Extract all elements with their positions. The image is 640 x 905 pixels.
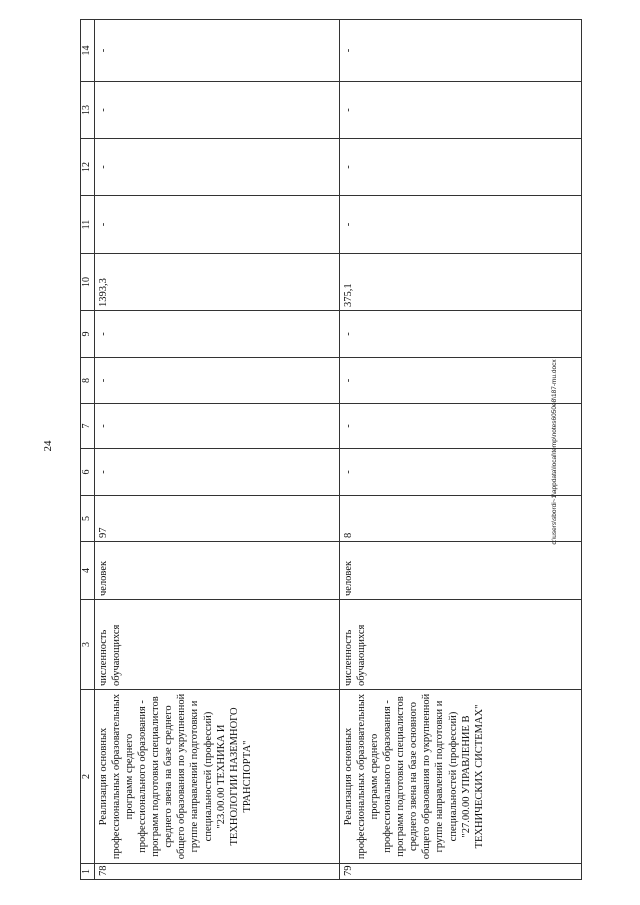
value-cell: - (94, 404, 339, 449)
value-cell: - (94, 196, 339, 254)
row-number: 78 (94, 864, 339, 880)
page-number: 24 (42, 440, 54, 452)
value-cell: 1393,3 (94, 254, 339, 311)
column-header: 9 (81, 311, 95, 358)
indicator-name: численность обучающихся (339, 600, 582, 690)
value-cell: 8 (339, 496, 582, 542)
unit: человек (339, 542, 582, 600)
column-header: 1 (81, 864, 95, 880)
value-cell: - (339, 449, 582, 496)
value-cell: - (94, 311, 339, 358)
service-description: Реализация основных профессиональных образовательных программ среднего профессионального образования - программ подготовки специалистов среднего звена на базе основного общего образования по укрупненной группе направлений подготовки и специальностей (профессий) "27.00.00 УПРАВЛЕНИЕ В ТЕХНИЧЕСКИХ СИСТЕМАХ" (339, 690, 582, 864)
column-header: 7 (81, 404, 95, 449)
value-cell: 375,1 (339, 254, 582, 311)
value-cell: - (94, 139, 339, 196)
value-cell: - (94, 358, 339, 404)
value-cell: - (94, 82, 339, 139)
column-header: 4 (81, 542, 95, 600)
column-header: 13 (81, 82, 95, 139)
table-row (339, 20, 582, 880)
indicator-name: численность обучающихся (94, 600, 339, 690)
data-table (80, 19, 582, 880)
value-cell: - (339, 82, 582, 139)
column-header: 6 (81, 449, 95, 496)
column-header: 3 (81, 600, 95, 690)
column-header: 5 (81, 496, 95, 542)
unit: человек (94, 542, 339, 600)
value-cell: - (94, 20, 339, 82)
value-cell: - (339, 196, 582, 254)
value-cell: - (339, 20, 582, 82)
rotated-table-container (80, 20, 582, 880)
column-header: 2 (81, 690, 95, 864)
row-number: 79 (339, 864, 582, 880)
column-header: 11 (81, 196, 95, 254)
value-cell: - (339, 139, 582, 196)
column-header: 10 (81, 254, 95, 311)
footer-file-path: c:\users\sbordi~1\appdata\local\temp\notes6050e8\187-mu.docx (551, 359, 558, 545)
table-row (94, 20, 339, 880)
value-cell: - (339, 358, 582, 404)
value-cell: 97 (94, 496, 339, 542)
column-header: 12 (81, 139, 95, 196)
column-header: 8 (81, 358, 95, 404)
value-cell: - (94, 449, 339, 496)
service-description: Реализация основных профессиональных образовательных программ среднего профессионального образования - программ подготовки специалистов среднего звена на базе среднего общего образования по укрупненной группе направлений подготовки и специальностей (профессий) "23.00.00 ТЕХНИКА И ТЕХНОЛОГИИ НАЗЕМНОГО ТРАНСПОРТА" (94, 690, 339, 864)
column-header: 14 (81, 20, 95, 82)
header-row (81, 20, 95, 880)
value-cell: - (339, 404, 582, 449)
value-cell: - (339, 311, 582, 358)
